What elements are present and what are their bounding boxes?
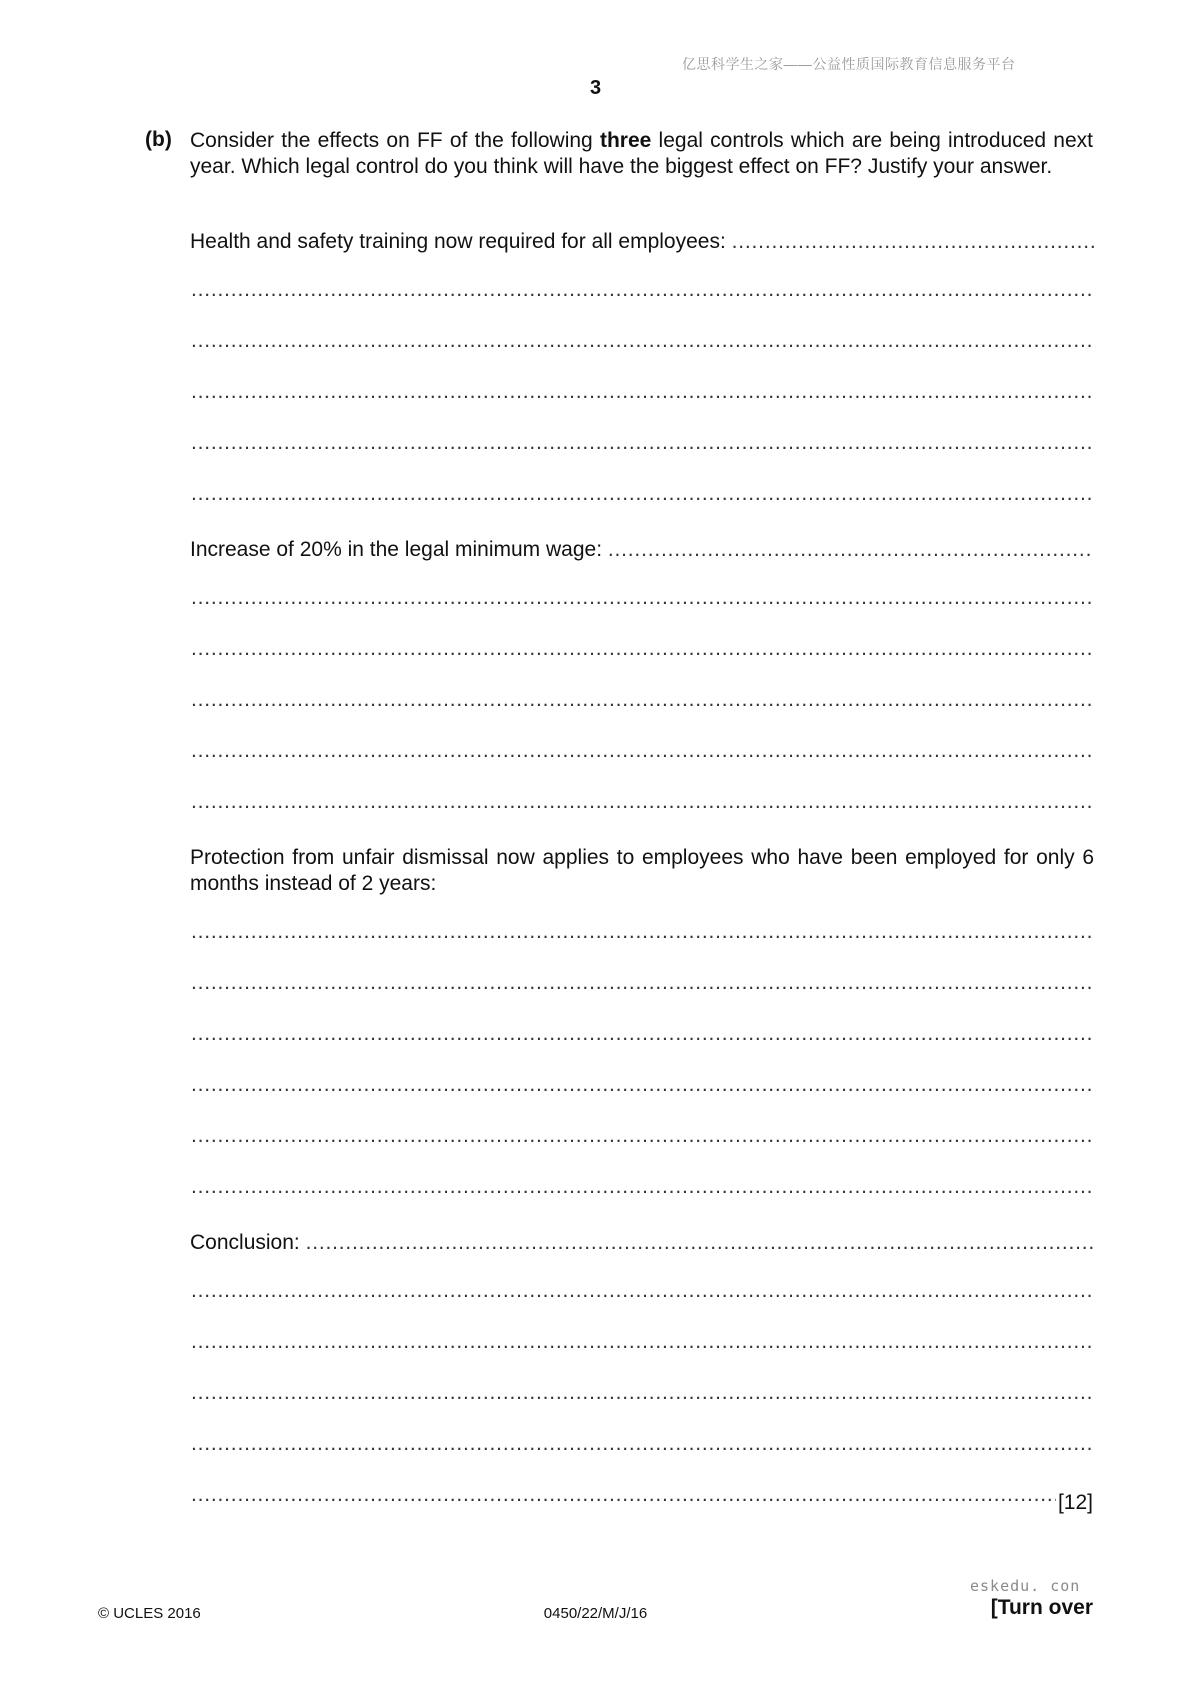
answer-line[interactable] bbox=[191, 1024, 1093, 1044]
answer-line[interactable] bbox=[191, 433, 1093, 453]
answer-line[interactable] bbox=[191, 1126, 1093, 1146]
conclusion-prompt bbox=[190, 1230, 1094, 1256]
answer-line[interactable] bbox=[191, 1075, 1093, 1095]
health-safety-prompt bbox=[190, 229, 1094, 255]
answer-line[interactable] bbox=[191, 280, 1093, 300]
health-safety-answer-line-1[interactable] bbox=[732, 230, 1094, 253]
health-safety-label: Health and safety training now required for all employees: bbox=[190, 230, 732, 253]
footer-watermark: eskedu. con bbox=[970, 1577, 1081, 1595]
answer-line[interactable] bbox=[191, 922, 1093, 942]
minimum-wage-answer-line-1[interactable] bbox=[608, 538, 1094, 561]
unfair-dismissal-prompt: Protection from unfair dismissal now applies to employees who have been employed for only 6 months instead of 2 years: bbox=[190, 846, 1094, 895]
question-bold-word: three bbox=[599, 129, 652, 152]
minimum-wage-label: Increase of 20% in the legal minimum wage: bbox=[190, 538, 608, 561]
answer-line[interactable] bbox=[191, 690, 1093, 710]
copyright: © UCLES 2016 bbox=[98, 1605, 201, 1622]
answer-line[interactable] bbox=[191, 1485, 1056, 1505]
answer-line[interactable] bbox=[191, 484, 1093, 504]
turn-over: [Turn over bbox=[990, 1596, 1093, 1619]
question-text-end: legal controls which are being introduced next year. Which legal control do you think will have the biggest effect on FF? Justify your answer. bbox=[190, 129, 1093, 178]
paper-code: 0450/22/M/J/16 bbox=[543, 1605, 648, 1622]
conclusion-answer-line-1[interactable] bbox=[306, 1231, 1094, 1254]
question-text-start: Consider the effects on FF of the following bbox=[190, 129, 600, 152]
minimum-wage-prompt bbox=[190, 537, 1094, 563]
answer-line[interactable] bbox=[191, 639, 1093, 659]
header-watermark: 亿思科学生之家——公益性质国际教育信息服务平台 bbox=[682, 56, 1016, 72]
answer-line[interactable] bbox=[191, 382, 1093, 402]
answer-line[interactable] bbox=[191, 973, 1093, 993]
answer-line[interactable] bbox=[191, 1332, 1093, 1352]
answer-line[interactable] bbox=[191, 792, 1093, 812]
conclusion-label: Conclusion: bbox=[190, 1231, 306, 1254]
answer-line[interactable] bbox=[191, 1281, 1093, 1301]
answer-line[interactable] bbox=[191, 741, 1093, 761]
answer-line[interactable] bbox=[191, 1383, 1093, 1403]
answer-line[interactable] bbox=[191, 1177, 1093, 1197]
answer-line[interactable] bbox=[191, 588, 1093, 608]
marks-allocation: [12] bbox=[1057, 1491, 1093, 1514]
question-text bbox=[190, 128, 1093, 179]
question-part-label: (b) bbox=[145, 128, 172, 151]
answer-line[interactable] bbox=[191, 331, 1093, 351]
page-number: 3 bbox=[589, 77, 602, 99]
answer-line[interactable] bbox=[191, 1434, 1093, 1454]
